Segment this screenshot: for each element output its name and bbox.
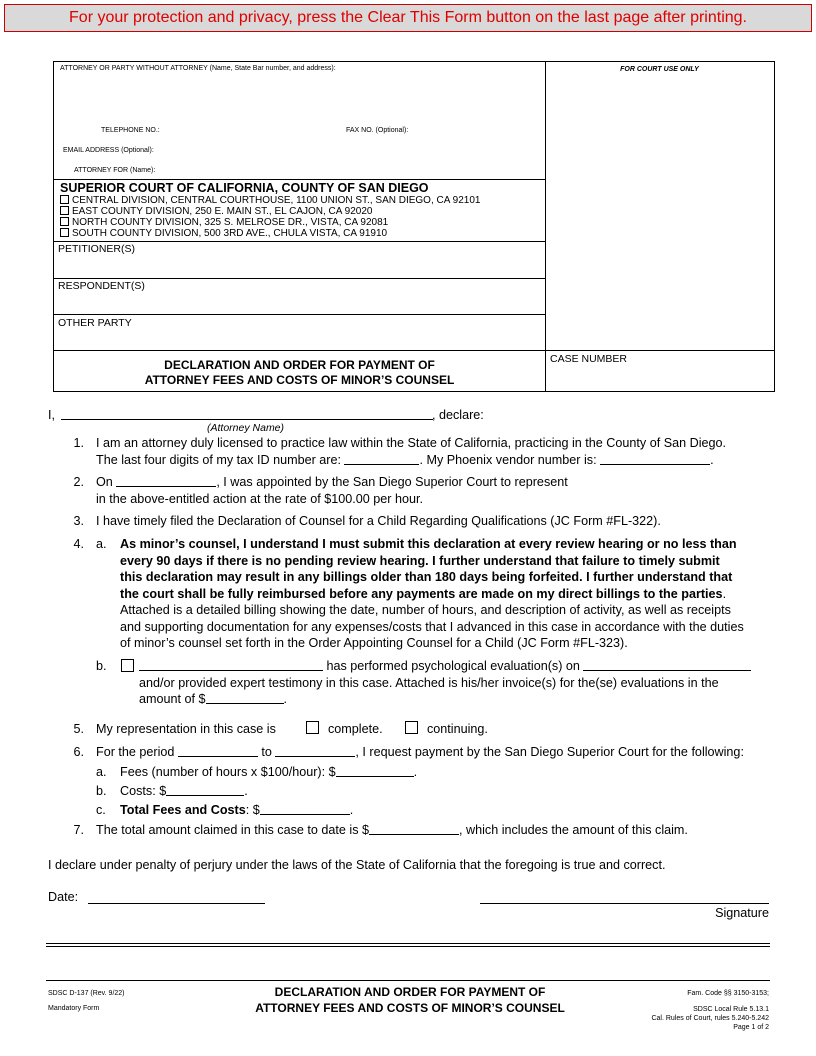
item-6a-text: Fees (number of hours x $100/hour): $ . xyxy=(120,765,418,779)
item-3-number: 3. xyxy=(73,514,84,528)
costs-field[interactable] xyxy=(166,783,244,796)
case-number-label: CASE NUMBER xyxy=(550,353,628,365)
item-4b-letter: b. xyxy=(96,659,107,673)
item-4b-checkbox[interactable] xyxy=(121,659,134,672)
footer-rule xyxy=(46,980,770,981)
page-divider xyxy=(46,943,770,944)
signature-field[interactable] xyxy=(480,903,769,904)
complete-label: complete. xyxy=(328,722,383,736)
division-south-checkbox[interactable] xyxy=(60,228,69,237)
division-north: NORTH COUNTY DIVISION, 325 S. MELROSE DR., VISTA, CA 92081 xyxy=(60,217,388,229)
item-2-text: On , I was appointed by the San Diego Superior Court to represent in the above-entitled action at the rate of $100.00 per hour. xyxy=(96,475,568,506)
evaluator-name-field[interactable] xyxy=(139,658,323,671)
item-6-text: For the period to , I request payment by the San Diego Superior Court for the following: xyxy=(96,745,744,759)
court-use-label: FOR COURT USE ONLY xyxy=(620,66,699,73)
complete-checkbox[interactable] xyxy=(306,721,319,734)
item-6c-letter: c. xyxy=(96,803,106,817)
item-2-number: 2. xyxy=(73,475,84,489)
declare-prefix: I, xyxy=(48,408,55,422)
page-number: Page 1 of 2 xyxy=(733,1024,769,1031)
item-5-number: 5. xyxy=(73,722,84,736)
continuing-label: continuing. xyxy=(427,722,488,736)
item-1-text: I am an attorney duly licensed to practice law within the State of California, practicing in the County of San Diego. The last four digits of my tax ID number are: . My Phoenix vendor number is: . xyxy=(96,436,727,467)
item-4a-letter: a. xyxy=(96,537,107,551)
tax-id-field[interactable] xyxy=(344,452,419,465)
evaluation-amount-field[interactable] xyxy=(206,691,284,704)
division-central-checkbox[interactable] xyxy=(60,195,69,204)
respondent-label: RESPONDENT(S) xyxy=(58,280,145,292)
footer-citations: Fam. Code §§ 3150-3153; SDSC Local Rule 5.13.1 Cal. Rules of Court, rules 5.240-5.242 Page 1 of 2 xyxy=(560,989,769,1032)
telephone-label: TELEPHONE NO.: xyxy=(101,127,160,134)
continuing-checkbox[interactable] xyxy=(405,721,418,734)
division-central: CENTRAL DIVISION, CENTRAL COURTHOUSE, 1100 UNION ST., SAN DIEGO, CA 92101 xyxy=(60,195,480,207)
attorney-label: ATTORNEY OR PARTY WITHOUT ATTORNEY (Name, State Bar number, and address): xyxy=(60,65,336,72)
date-field[interactable] xyxy=(88,903,265,904)
perjury-statement: I declare under penalty of perjury under the laws of the State of California that the foregoing is true and correct. xyxy=(48,858,666,872)
privacy-banner: For your protection and privacy, press the Clear This Form button on the last page after printing. xyxy=(4,4,812,32)
attorney-for-label: ATTORNEY FOR (Name): xyxy=(74,167,156,174)
court-title: SUPERIOR COURT OF CALIFORNIA, COUNTY OF SAN DIEGO xyxy=(60,181,429,195)
item-6-number: 6. xyxy=(73,745,84,759)
period-end-field[interactable] xyxy=(275,744,355,757)
item-5-text: My representation in this case is xyxy=(96,722,276,736)
period-start-field[interactable] xyxy=(178,744,258,757)
date-label: Date: xyxy=(48,890,79,904)
item-4b-text: has performed psychological evaluation(s) on and/or provided expert testimony in this case. Attached is his/her invoice(s) for the(se) evaluations in the amount of $ . xyxy=(139,658,751,708)
caption-divider xyxy=(545,62,546,391)
division-east-checkbox[interactable] xyxy=(60,206,69,215)
footer-title: DECLARATION AND ORDER FOR PAYMENT OF ATTORNEY FEES AND COSTS OF MINOR’S COUNSEL xyxy=(255,985,565,1015)
attorney-name-caption: (Attorney Name) xyxy=(207,422,285,434)
item-4a-text: As minor’s counsel, I understand I must submit this declaration at every review hearing or no less than every 90 days if there is no pending review hearing. I further understand that failure to timely submit this declaration may result in any billings older than 180 days being forfeited. I further understand that the court shall be fully reimbursed before any payments are made on my direct billings to the parties. Attached is a detailed billing showing the date, number of hours, and description of activity, as well as receipts and supporting documentation for any expenses/costs that I advanced in this case in accordance with the duties of minor’s counsel set forth in the Order Appointing Counsel for a Child (JC Form #FL-323). xyxy=(120,537,744,650)
item-7-text: The total amount claimed in this case to date is $ , which includes the amount of this claim. xyxy=(96,823,688,837)
appointment-date-field[interactable] xyxy=(116,474,216,487)
item-6c-text: Total Fees and Costs: $ . xyxy=(120,803,354,817)
petitioner-label: PETITIONER(S) xyxy=(58,243,136,255)
total-claimed-field[interactable] xyxy=(369,822,459,835)
division-east: EAST COUNTY DIVISION, 250 E. MAIN ST., EL CAJON, CA 92020 xyxy=(60,206,372,218)
division-north-checkbox[interactable] xyxy=(60,217,69,226)
item-6b-letter: b. xyxy=(96,784,107,798)
fees-field[interactable] xyxy=(336,764,414,777)
fax-label: FAX NO. (Optional): xyxy=(346,127,409,134)
total-fees-field[interactable] xyxy=(260,802,350,815)
phoenix-vendor-field[interactable] xyxy=(600,452,710,465)
other-party-label: OTHER PARTY xyxy=(58,317,132,329)
declare-suffix: , declare: xyxy=(432,408,484,422)
form-title: DECLARATION AND ORDER FOR PAYMENT OF ATTORNEY FEES AND COSTS OF MINOR’S COUNSEL xyxy=(144,358,455,387)
form-number: SDSC D-137 (Rev. 9/22) xyxy=(48,990,125,997)
email-label: EMAIL ADDRESS (Optional): xyxy=(63,147,154,154)
item-4-number: 4. xyxy=(73,537,84,551)
division-south: SOUTH COUNTY DIVISION, 500 3RD AVE., CHULA VISTA, CA 91910 xyxy=(60,228,387,240)
attorney-name-field[interactable] xyxy=(61,419,433,420)
item-3-text: I have timely filed the Declaration of Counsel for a Child Regarding Qualifications (JC Form #FL-322). xyxy=(96,514,661,528)
item-6a-letter: a. xyxy=(96,765,107,779)
item-1-number: 1. xyxy=(73,436,84,450)
item-6b-text: Costs: $ . xyxy=(120,784,248,798)
mandatory-form: Mandatory Form xyxy=(48,1005,100,1012)
signature-label: Signature xyxy=(715,906,769,920)
item-7-number: 7. xyxy=(73,823,84,837)
caption-box xyxy=(53,61,775,392)
evaluated-person-field[interactable] xyxy=(583,658,751,671)
